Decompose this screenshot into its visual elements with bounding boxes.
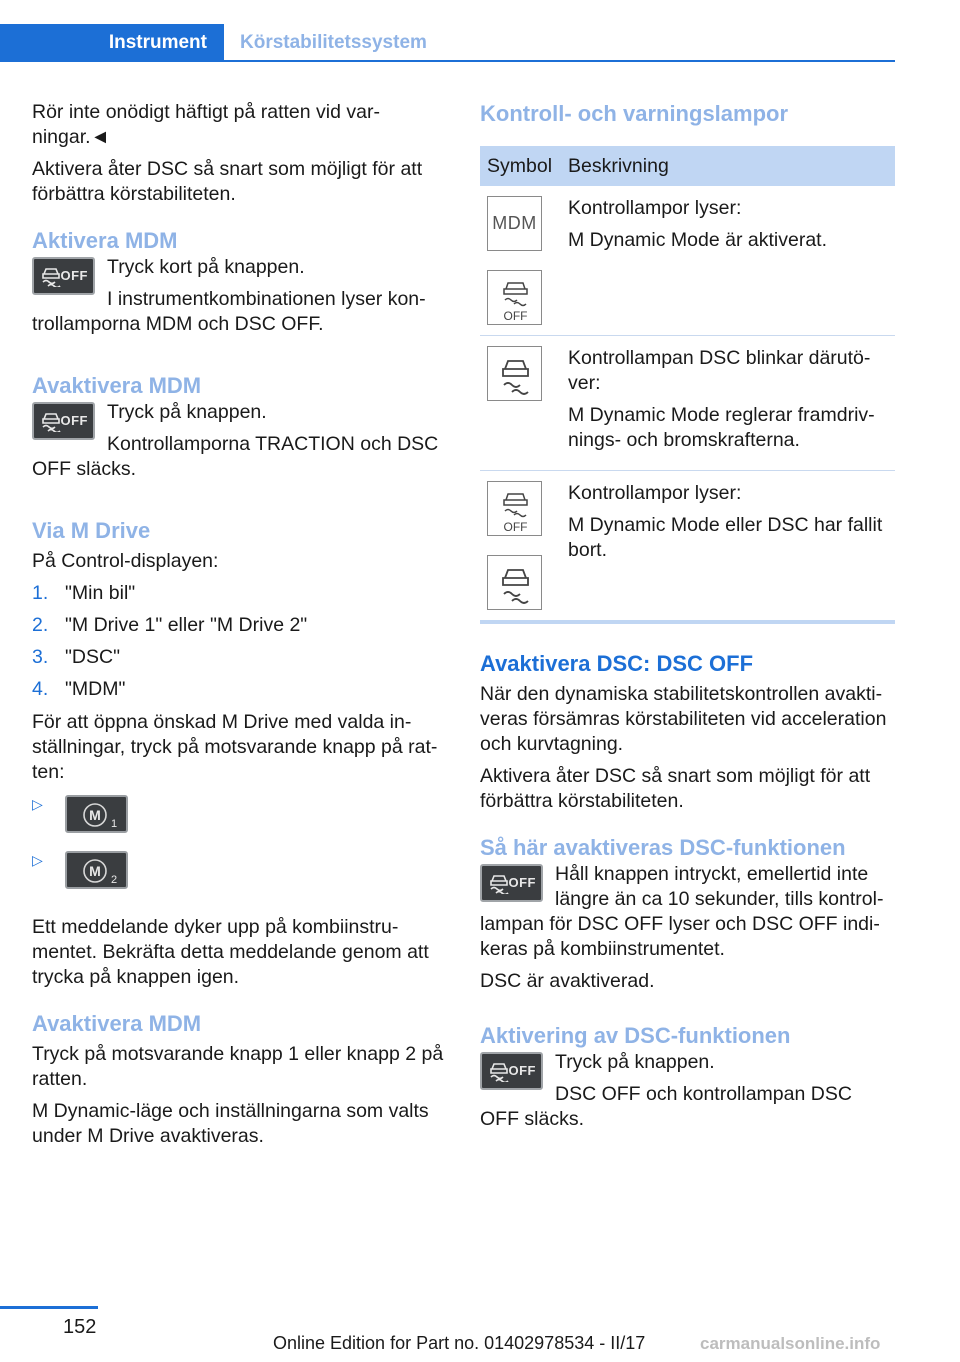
section-sa-har-avaktiveras (480, 862, 895, 969)
dsc-symbol-icon (487, 346, 542, 401)
car-skid-icon (40, 265, 62, 287)
header-tab-bar (0, 24, 895, 62)
section-aktivera-mdm (32, 255, 447, 344)
tab-korstabilitetssystem[interactable]: Körstabilitetssystem (240, 32, 427, 53)
off-label: OFF (60, 268, 88, 283)
section-title-avaktivera-dsc: Avaktivera DSC: DSC OFF (480, 651, 754, 676)
left-column (32, 100, 447, 1156)
section-title-avaktivera-mdm-2: Avaktivera MDM (32, 1011, 202, 1036)
via-m-drive-p1: På Control-displayen: (32, 550, 219, 572)
aktivera-mdm-p2: I instrumentkombinationen lyser kon-trollamporna MDM och DSC OFF. (32, 288, 426, 335)
via-m-drive-p2: För att öppna önskad M Drive med valda in-ställningar, tryck på motsvarande knapp på rat-ten: (32, 711, 438, 783)
list-item: 4. "MDM" (32, 678, 126, 700)
off-label: OFF (60, 413, 88, 428)
avaktivera-mdm-2-p1: Tryck på motsvarande knapp 1 eller knapp 2 på ratten. (32, 1043, 444, 1090)
off-label: OFF (508, 1063, 536, 1078)
bullet-triangle-icon: ▷ (32, 796, 43, 812)
car-skid-icon (488, 872, 510, 894)
section-aktivering-av-dsc (480, 1050, 895, 1139)
section-avaktivera-mdm (32, 400, 447, 489)
row-2-line-2: M Dynamic Mode reglerar framdriv-nings- och bromskrafterna. (568, 404, 875, 451)
section-title-via-m-drive: Via M Drive (32, 518, 151, 543)
avaktivera-dsc-p1: När den dynamiska stabilitetskontrollen avakti-veras försämras körstabiliteten vid acceleration och kurvtagning. (480, 683, 887, 755)
section-title-aktivering-av-dsc: Aktivering av DSC-funktionen (480, 1023, 791, 1048)
table-row (480, 336, 895, 471)
svg-text:1: 1 (111, 818, 117, 830)
watermark-text: carmanualsonline.info (700, 1334, 881, 1353)
table-title: Kontroll- och varningslampor (480, 101, 789, 126)
m-logo-icon (81, 801, 117, 831)
car-skid-icon (488, 1060, 510, 1082)
column-header-description: Beskrivning (561, 146, 895, 186)
tab-instrument[interactable]: Instrument (0, 24, 224, 62)
m-logo-icon (81, 857, 117, 887)
dsc-symbol-icon (487, 555, 542, 610)
list-item (32, 795, 447, 851)
row-3-line-1: Kontrollampor lyser: (568, 482, 742, 504)
avaktivera-mdm-p1: Tryck på knappen. (107, 401, 267, 423)
avaktivera-mdm-p2: Kontrollamporna TRACTION och DSC OFF släcks. (32, 433, 439, 480)
dsc-off-button-icon (32, 257, 95, 295)
m1-button-icon (65, 795, 128, 833)
bullet-triangle-icon: ▷ (32, 852, 43, 868)
m2-button-icon (65, 851, 128, 889)
sa-har-avaktiveras-p1: Håll knappen intryckt, emellertid inte längre än ca 10 sekunder, tills kontrol-lampan för DSC OFF lyser och DSC OFF indi-keras på kombiinstrumentet. (480, 863, 884, 960)
dsc-off-symbol-icon (487, 481, 542, 536)
table-row (480, 471, 895, 623)
avaktivera-dsc-p2: Aktivera åter DSC så snart som möjligt för att förbättra körstabiliteten. (480, 765, 871, 812)
mdm-symbol-icon: MDM (487, 196, 542, 251)
list-item: 2. "M Drive 1" eller "M Drive 2" (32, 614, 308, 636)
page-number: 152 (63, 1316, 97, 1338)
intro-paragraph-1: Rör inte onödigt häftigt på ratten vid var-ningar.◄ (32, 101, 380, 148)
svg-text:M: M (89, 807, 101, 823)
list-item: 1. "Min bil" (32, 582, 136, 604)
table-row (480, 186, 895, 336)
svg-text:OFF: OFF (503, 309, 528, 323)
via-m-drive-p3: Ett meddelande dyker upp på kombiinstru-mentet. Bekräfta detta meddelande genom att trycka på knappen igen. (32, 916, 429, 988)
edition-text: Online Edition for Part no. 01402978534 - II/17 (273, 1333, 646, 1353)
aktivering-av-dsc-p1: Tryck på knappen. (555, 1051, 715, 1073)
svg-text:2: 2 (111, 874, 117, 886)
list-item: 3. "DSC" (32, 646, 121, 668)
indicator-lights-table (480, 146, 895, 624)
row-2-line-1: Kontrollampan DSC blinkar därutö-ver: (568, 347, 871, 394)
m-drive-steps-list (32, 581, 447, 702)
section-title-avaktivera-mdm: Avaktivera MDM (32, 373, 202, 398)
aktivera-mdm-p1: Tryck kort på knappen. (107, 256, 305, 278)
dsc-off-symbol-icon (487, 270, 542, 325)
row-1-line-1: Kontrollampor lyser: (568, 197, 742, 219)
section-title-sa-har-avaktiveras: Så här avaktiveras DSC-funktionen (480, 835, 846, 860)
row-1-line-2: M Dynamic Mode är aktiverat. (568, 229, 827, 251)
intro-paragraph-2: Aktivera åter DSC så snart som möjligt för att förbättra körstabiliteten. (32, 158, 423, 205)
right-column (480, 100, 895, 1139)
sa-har-avaktiveras-p2: DSC är avaktiverad. (480, 970, 655, 992)
list-item (32, 851, 447, 907)
svg-text:OFF: OFF (503, 520, 528, 534)
aktivering-av-dsc-p2: DSC OFF och kontrollampan DSC OFF släcks. (480, 1083, 852, 1130)
m-buttons-list (32, 795, 447, 907)
off-label: OFF (508, 875, 536, 890)
car-skid-icon (40, 410, 62, 432)
footer-accent-line (0, 1306, 98, 1309)
avaktivera-mdm-2-p2: M Dynamic-läge och inställningarna som valts under M Drive avaktiveras. (32, 1100, 429, 1147)
column-header-symbol: Symbol (480, 146, 561, 186)
svg-text:M: M (89, 863, 101, 879)
dsc-off-button-icon (480, 1052, 543, 1090)
section-title-aktivera-mdm: Aktivera MDM (32, 228, 178, 253)
row-3-line-2: M Dynamic Mode eller DSC har fallit bort. (568, 514, 883, 561)
dsc-off-button-icon (32, 402, 95, 440)
dsc-off-button-icon (480, 864, 543, 902)
